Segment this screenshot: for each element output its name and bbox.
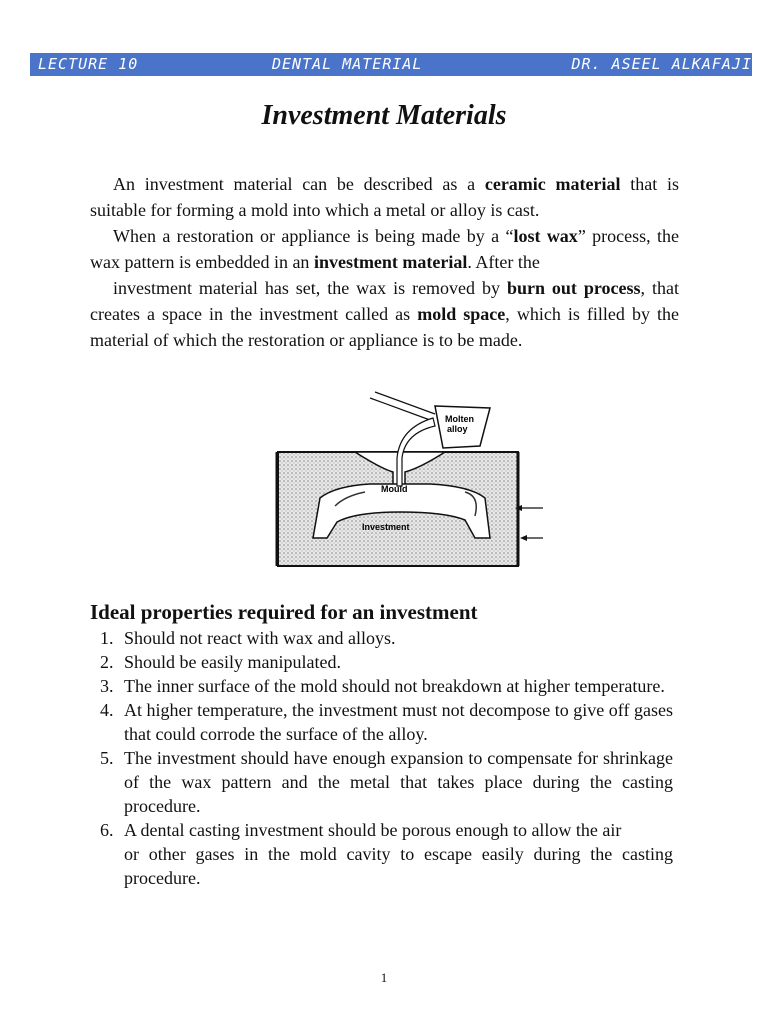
label-alloy: alloy	[447, 424, 468, 434]
properties-list	[90, 626, 673, 890]
label-investment: Investment	[362, 522, 410, 532]
paragraph-1: An investment material can be described as a ceramic material that is suitable for forming a mold into which a metal or alloy is cast.	[90, 174, 680, 220]
paragraph-3: investment material has set, the wax is removed by burn out process, that creates a space in the investment called as mold space, which is filled by the material of which the restoration or appliance is to be made.	[90, 278, 679, 350]
casting-diagram	[275, 388, 545, 570]
page-header	[30, 53, 752, 76]
list-item: 4. At higher temperature, the investment must not decompose to give off gases that could corrode the surface of the alloy.	[100, 700, 673, 744]
list-item: 2. Should be easily manipulated.	[100, 652, 341, 672]
header-subject: DENTAL MATERIAL	[272, 55, 423, 73]
list-item: 6. A dental casting investment should be porous enough to allow the air	[100, 820, 622, 840]
header-lecture: LECTURE 10	[38, 55, 139, 73]
list-item: 3. The inner surface of the mold should not breakdown at higher temperature.	[100, 676, 665, 696]
label-molten: Molten	[445, 414, 474, 424]
list-item: 5. The investment should have enough expansion to compensate for shrinkage of the wax pattern and the metal that takes place during the casting procedure.	[100, 748, 673, 816]
label-mould: Mould	[381, 484, 408, 494]
section-heading: Ideal properties required for an investment	[90, 600, 478, 624]
paragraph-2: When a restoration or appliance is being made by a “lost wax” process, the wax pattern is embedded in an investment material. After the	[90, 226, 679, 272]
list-item-continuation: or other gases in the mold cavity to escape easily during the casting procedure.	[124, 844, 673, 888]
page-number: 1	[380, 970, 388, 985]
intro-text	[90, 171, 679, 353]
list-item: 1. Should not react with wax and alloys.	[100, 628, 396, 648]
page-title: Investment Materials	[261, 100, 507, 131]
header-author: DR. ASEEL ALKAFAJI	[571, 55, 752, 73]
